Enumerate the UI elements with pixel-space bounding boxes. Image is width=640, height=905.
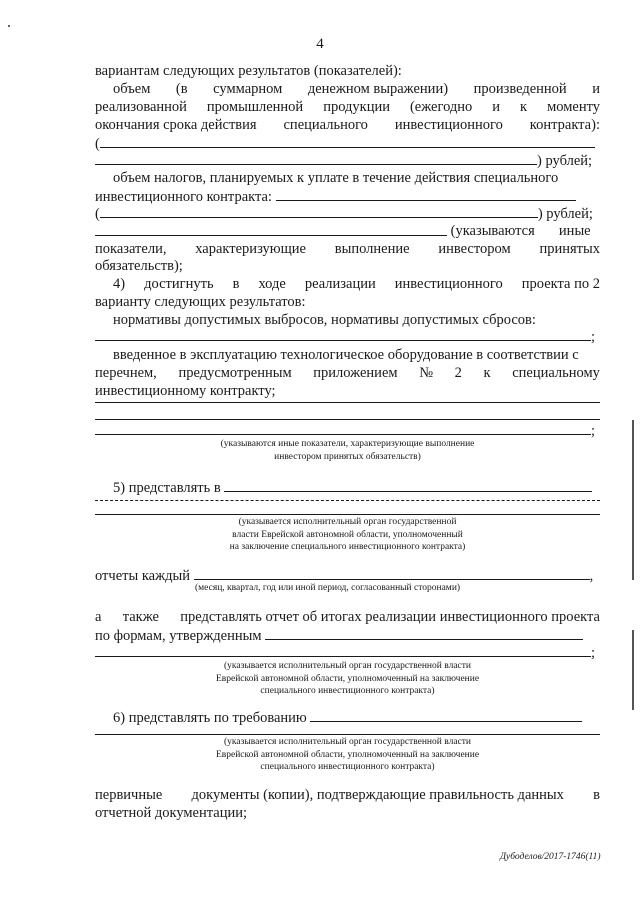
text-line: окончания срока действия специального инвестиционного контракта):	[95, 117, 600, 133]
fill-in-blank[interactable]	[95, 222, 447, 236]
text-line: варианту следующих результатов:	[95, 294, 306, 310]
text-line: отчеты каждый ,	[95, 568, 594, 584]
text-line: а также представлять отчет об итогах реализации инвестиционного проекта	[95, 609, 600, 625]
text-line: 4) достигнуть в ходе реализации инвестиционного проекта по 2	[113, 276, 600, 292]
text-line: введенное в эксплуатацию технологическое оборудование в соответствии с	[113, 347, 579, 363]
page-number: 4	[316, 36, 324, 52]
fill-in-blank[interactable]	[95, 421, 591, 435]
fill-in-blank[interactable]	[224, 478, 592, 492]
text-line: нормативы допустимых выбросов, нормативы допустимых сбросов:	[113, 312, 536, 328]
blank-rule[interactable]	[95, 500, 600, 501]
fill-in-blank[interactable]	[100, 134, 595, 148]
text-line: обязательств);	[95, 258, 183, 274]
text-line: реализованной промышленной продукции (ежегодно и к моменту	[95, 99, 600, 115]
fill-in-blank[interactable]	[95, 151, 537, 165]
scan-edge-mark	[632, 420, 634, 580]
text-line: инвестиционному контракту;	[95, 383, 276, 399]
scan-speck	[8, 25, 10, 27]
fill-in-blank[interactable]	[276, 187, 576, 201]
text-line: ( ) рублей;	[95, 206, 593, 222]
text-line: (указываются иные	[95, 222, 600, 241]
text-line: объем (в суммарном денежном выражении) произведенной и	[113, 81, 600, 97]
text-line: ;	[95, 421, 600, 440]
field-caption: (указывается исполнительный орган государственной власти Еврейской автономной области, уполномоченный на заключение специального инвестиционного контракта)	[229, 517, 466, 552]
text-line: объем налогов, планируемых к уплате в течение действия специального	[113, 170, 559, 186]
fill-in-blank[interactable]	[95, 643, 591, 657]
text-line: инвестиционного контракта:	[95, 187, 600, 206]
text-line: по формам, утвержденным	[95, 626, 600, 645]
blank-rule[interactable]	[95, 734, 600, 735]
text-line: 5) представлять в	[113, 478, 600, 497]
text-line: перечнем, предусмотренным приложением № 2 к специальному	[95, 365, 600, 381]
fill-in-blank[interactable]	[194, 566, 590, 580]
text-line: (	[95, 134, 600, 153]
text-line: ) рублей;	[95, 151, 600, 170]
field-caption: (месяц, квартал, год или иной период, согласованный сторонами)	[195, 583, 461, 593]
fill-in-blank[interactable]	[265, 626, 583, 640]
fill-in-blank[interactable]	[95, 327, 591, 341]
text-line: ;	[95, 643, 600, 662]
scan-edge-mark	[632, 630, 634, 710]
text-line: ;	[95, 327, 600, 346]
text-line: отчетной документации;	[95, 805, 248, 821]
document-footer-reference: Дубоделов/2017-1746(11)	[500, 852, 601, 862]
text-line: вариантам следующих результатов (показателей):	[95, 63, 402, 79]
field-caption: (указывается исполнительный орган государственной власти Еврейской автономной области, уполномоченный на заключение специального инвестиционного контракта)	[215, 661, 480, 696]
field-caption: (указываются иные показатели, характеризующие выполнение инвестором принятых обязательств)	[220, 439, 475, 462]
fill-in-blank[interactable]	[100, 204, 538, 218]
text-line: первичные документы (копии), подтверждающие правильность данных в	[95, 787, 600, 803]
blank-rule[interactable]	[95, 402, 600, 403]
text-line: 6) представлять по требованию	[113, 708, 600, 727]
text-line: показатели, характеризующие выполнение инвестором принятых	[95, 241, 600, 257]
blank-rule[interactable]	[95, 419, 600, 420]
blank-rule[interactable]	[95, 514, 600, 515]
field-caption: (указывается исполнительный орган государственной власти Еврейской автономной области, уполномоченный на заключение специального инвестиционного контракта)	[215, 737, 480, 772]
fill-in-blank[interactable]	[310, 708, 582, 722]
